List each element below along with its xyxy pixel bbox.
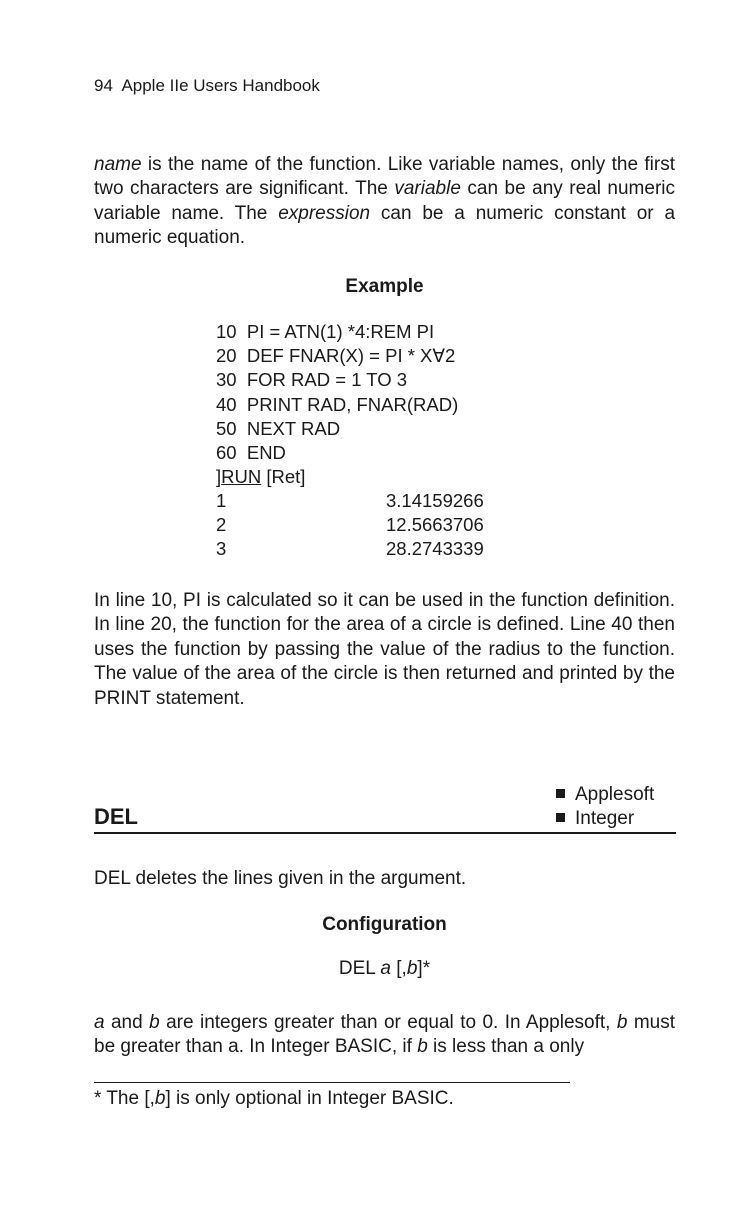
intro-text: is the name of the function. Like variable names, only the first two characters are significant. The [94,154,675,200]
example-heading: Example [345,276,424,297]
arg-term: b [149,1012,160,1033]
code-line: 50 NEXT RAD [216,417,341,439]
configuration-syntax [94,958,675,980]
args-text: and [104,1012,150,1033]
args-text: are integers greater than or equal to 0. In Applesoft, [159,1012,617,1033]
section-title: DEL [94,804,138,829]
output-value: 12.5663706 [386,514,484,536]
run-command-line [216,465,458,489]
footnote-text: ] is only optional in Integer BASIC. [165,1088,454,1109]
arg-term: a [94,1012,105,1033]
return-key: [Ret] [261,466,306,488]
badge-applesoft [556,783,654,807]
badge-label: Integer [575,808,635,830]
bullet-square-icon [556,813,565,822]
page-number: 94 [94,76,113,95]
prompt: ] [216,466,222,488]
arg-term: b [616,1012,628,1033]
code-line: 30 FOR RAD = 1 TO 3 [216,369,408,391]
code-line: 10 PI = ATN(1) *4:REM PI [216,321,435,342]
term-name: name [94,154,142,175]
syntax-arg-b: b [406,958,418,979]
output-index: 3 [216,538,227,560]
code-listing [216,320,458,489]
syntax-command: DEL [338,958,381,979]
syntax-arg-a: a [380,958,391,979]
footnote [94,1088,454,1110]
output-value: 3.14159266 [386,490,484,511]
configuration-heading: Configuration [322,914,447,935]
args-text: is less than a only [427,1036,585,1058]
running-header [94,76,320,96]
output-index: 2 [216,514,227,536]
footnote-divider [94,1082,570,1083]
intro-paragraph [94,153,675,251]
badge-label: Applesoft [575,784,655,805]
explanation-paragraph: In line 10, PI is calculated so it can be used in the function definition. In line 20, the function for the area of a circle is defined. Line 40 then uses the function by passing the value of the radius to the function. The value of the area of the circle is then returned and printed by the PRINT statement. [94,590,675,709]
footnote-text: * The [, [94,1088,155,1109]
intro-text: can be a numeric constant or a numeric equation. [94,202,676,249]
term-expression: expression [278,202,371,224]
badge-integer [556,807,654,831]
output-value: 28.2743339 [386,538,484,560]
syntax-text: ]* [417,958,431,979]
arg-term: b [417,1036,428,1058]
section-divider [94,832,676,834]
code-line: 20 DEF FNAR(X) = PI * X∀2 [216,345,456,367]
syntax-text: [, [391,958,407,979]
code-line: 60 END [216,442,286,464]
del-description: DEL deletes the lines given in the argument. [94,868,467,889]
language-badges [556,783,654,832]
arguments-paragraph [94,1011,675,1060]
output-index: 1 [216,490,227,511]
footnote-term: b [154,1088,166,1109]
intro-text: can be any real numeric variable name. The [94,178,675,224]
code-line: 40 PRINT RAD, FNAR(RAD) [216,393,459,415]
args-text: must be greater than a. In Integer BASIC, if [94,1012,675,1058]
run-command: RUN [221,466,262,488]
bullet-square-icon [556,789,565,798]
term-variable: variable [394,178,461,200]
book-title: Apple IIe Users Handbook [121,76,320,95]
